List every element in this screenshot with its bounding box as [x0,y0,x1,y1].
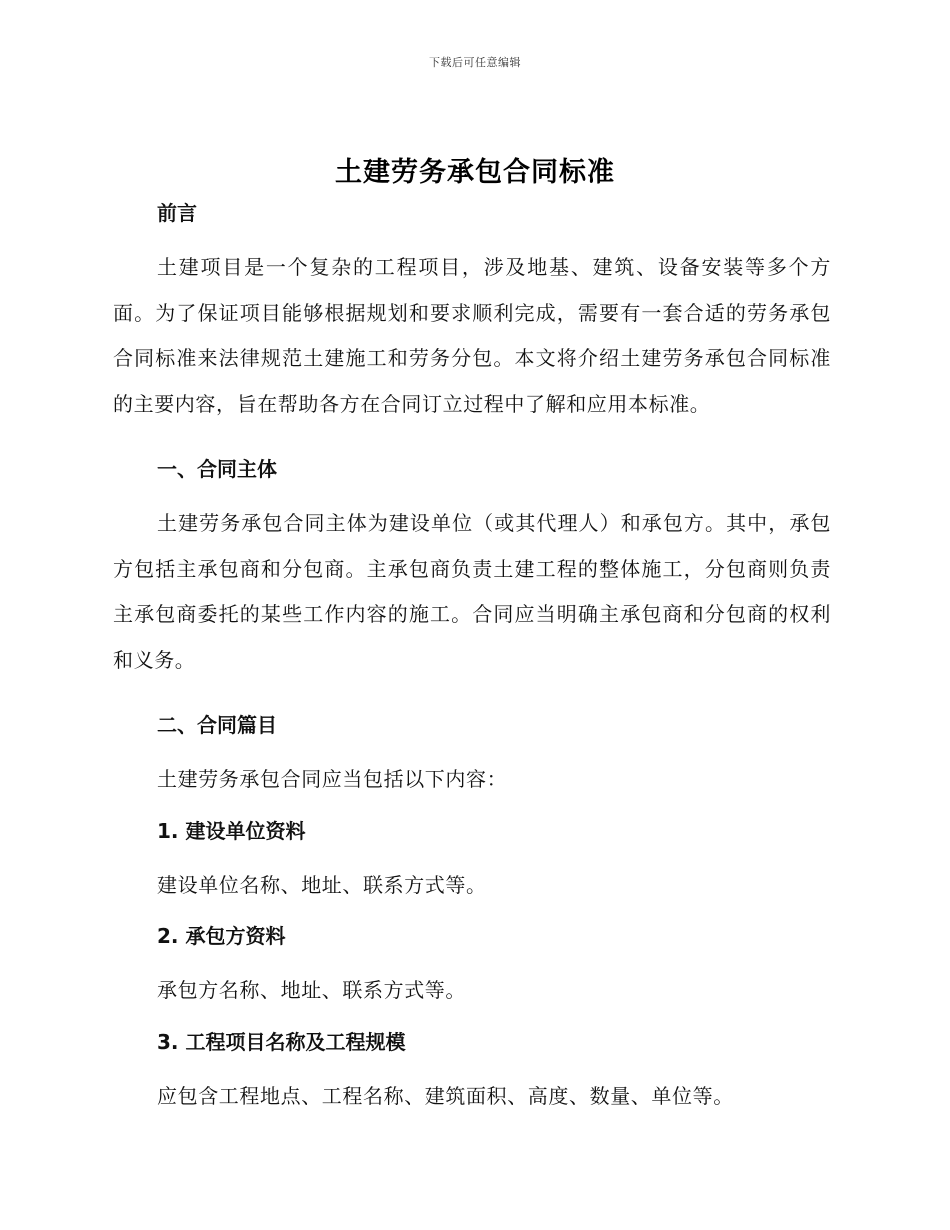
item-1-heading: 1. 建设单位资料 [157,818,306,843]
header-note: 下载后可任意编辑 [429,56,521,69]
section-1-heading: 一、合同主体 [157,457,277,481]
item-2-text: 承包方名称、地址、联系方式等。 [157,978,466,1002]
section-2-intro: 土建劳务承包合同应当包括以下内容： [157,767,508,791]
section-2-heading: 二、合同篇目 [157,713,277,737]
section-1-paragraph: 土建劳务承包合同主体为建设单位（或其代理人）和承包方。其中，承包方包括主承包商和分包商。主承包商负责土建工程的整体施工，分包商则负责主承包商委托的某些工作内容的施工。合同应当明确主承包商和分包商的权利和义务。 [113,511,831,672]
document-title: 土建劳务承包合同标准 [335,157,615,188]
item-1-text: 建设单位名称、地址、联系方式等。 [157,872,487,897]
document-body [113,195,831,1119]
preface-heading: 前言 [157,201,197,225]
preface-paragraph: 土建项目是一个复杂的工程项目，涉及地基、建筑、设备安装等多个方面。为了保证项目能够根据规划和要求顺利完成，需要有一套合适的劳务承包合同标准来法律规范土建施工和劳务分包。本文将介绍土建劳务承包合同标准的主要内容，旨在帮助各方在合同订立过程中了解和应用本标准。 [113,255,831,416]
item-3-heading: 3. 工程项目名称及工程规模 [157,1029,406,1054]
item-2-heading: 2. 承包方资料 [157,924,286,948]
item-3-text: 应包含工程地点、工程名称、建筑面积、高度、数量、单位等。 [157,1083,734,1108]
